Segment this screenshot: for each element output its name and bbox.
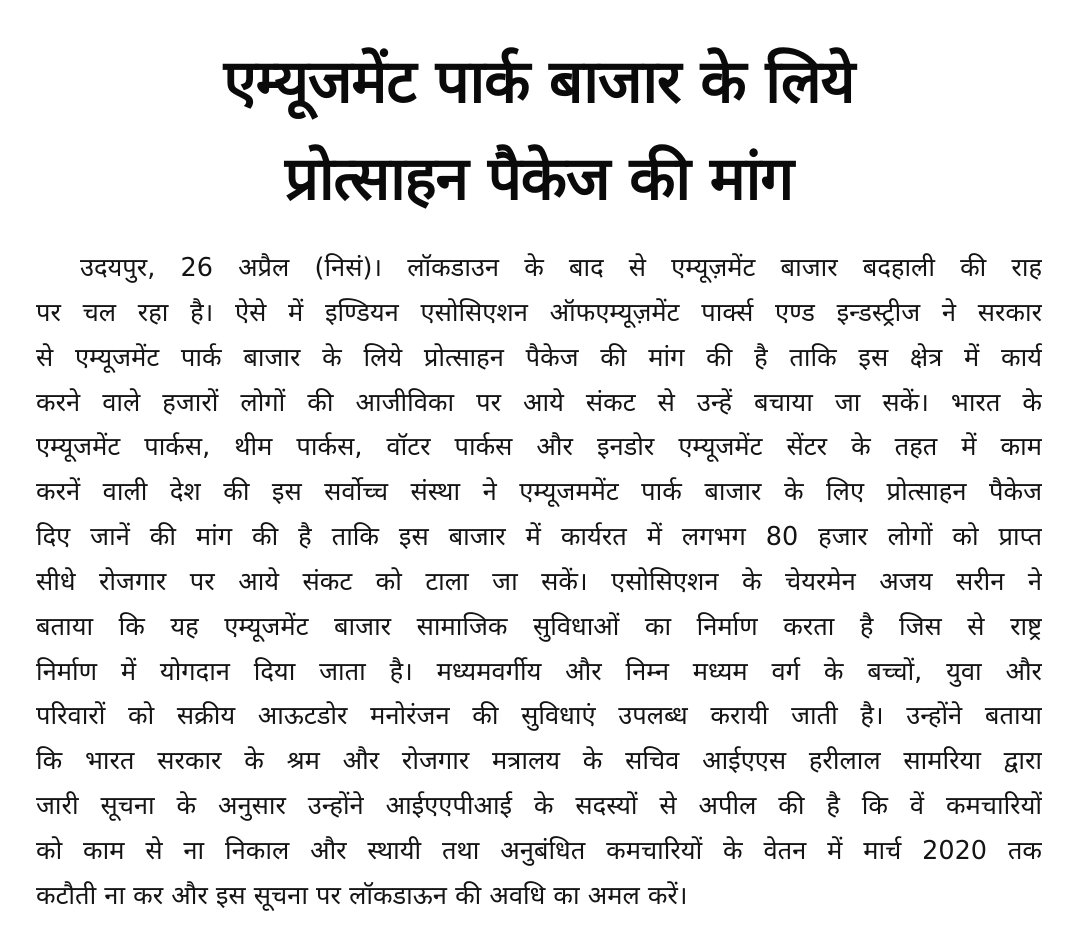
- body-line: निर्माण में योगदान दिया जाता है। मध्यमवर्गीय और निम्न मध्यम वर्ग के बच्चों, युवा और: [36, 656, 1042, 687]
- body-line: करनें वाली देश की इस सर्वोच्च संस्था ने एम्यूजममेंट पार्क बाजार के लिए प्रोत्साहन पैकेज: [36, 477, 1042, 508]
- article-body: [36, 246, 1042, 919]
- body-line: सीधे रोजगार पर आये संकट को टाला जा सकें। एसोसिएशन के चेयरमेन अजय सरीन ने: [36, 566, 1042, 597]
- headline-line-2: प्रोत्साहन पैकेज की मांग: [284, 144, 794, 214]
- body-line: करने वाले हजारों लोगों की आजीविका पर आये संकट से उन्हें बचाया जा सकें। भारत के: [36, 387, 1042, 418]
- headline-line-1: एम्यूजमेंट पार्क बाजार के लिये: [223, 47, 855, 117]
- body-line: कटौती ना कर और इस सूचना पर लॉकडाऊन की अवधि का अमल करें।: [36, 880, 688, 911]
- body-line: उदयपुर, 26 अप्रैल (निसं)। लॉकडाउन के बाद से एम्यूज़मेंट बाजार बदहाली की राह: [80, 253, 1042, 283]
- body-line: को काम से ना निकाल और स्थायी तथा अनुबंधित कमचारियों के वेतन में मार्च 2020 तक: [36, 835, 1042, 866]
- body-line: से एम्यूजमेंट पार्क बाजार के लिये प्रोत्साहन पैकेज की मांग की है ताकि इस क्षेत्र में कार्य: [36, 342, 1042, 373]
- body-line: दिए जानें की मांग की है ताकि इस बाजार में कार्यरत में लगभग 80 हजार लोगों को प्राप्त: [36, 522, 1042, 553]
- body-line: एम्यूजमेंट पार्कस, थीम पार्कस, वॉटर पार्कस और इनडोर एम्यूजमेंट सेंटर के तहत में काम: [36, 432, 1042, 463]
- body-line: पर चल रहा है। ऐसे में इण्डियन एसोसिएशन ऑफएम्यूज़मेंट पार्क्स एण्ड इन्डस्ट्रीज ने सरकार: [36, 297, 1042, 328]
- body-line: परिवारों को सक्रीय आऊटडोर मनोरंजन की सुविधाएं उपलब्ध करायी जाती है। उन्होंने बताया: [36, 701, 1042, 732]
- body-line: कि भारत सरकार के श्रम और रोजगार मत्रालय के सचिव आईएएस हरीलाल सामरिया द्वारा: [36, 746, 1042, 777]
- body-line: जारी सूचना के अनुसार उन्होंने आईएएपीआई के सदस्यों से अपील की है कि वें कमचारियों: [36, 791, 1042, 822]
- body-line: बताया कि यह एम्यूजमेंट बाजार सामाजिक सुविधाओं का निर्माण करता है जिस से राष्ट्र: [36, 611, 1042, 642]
